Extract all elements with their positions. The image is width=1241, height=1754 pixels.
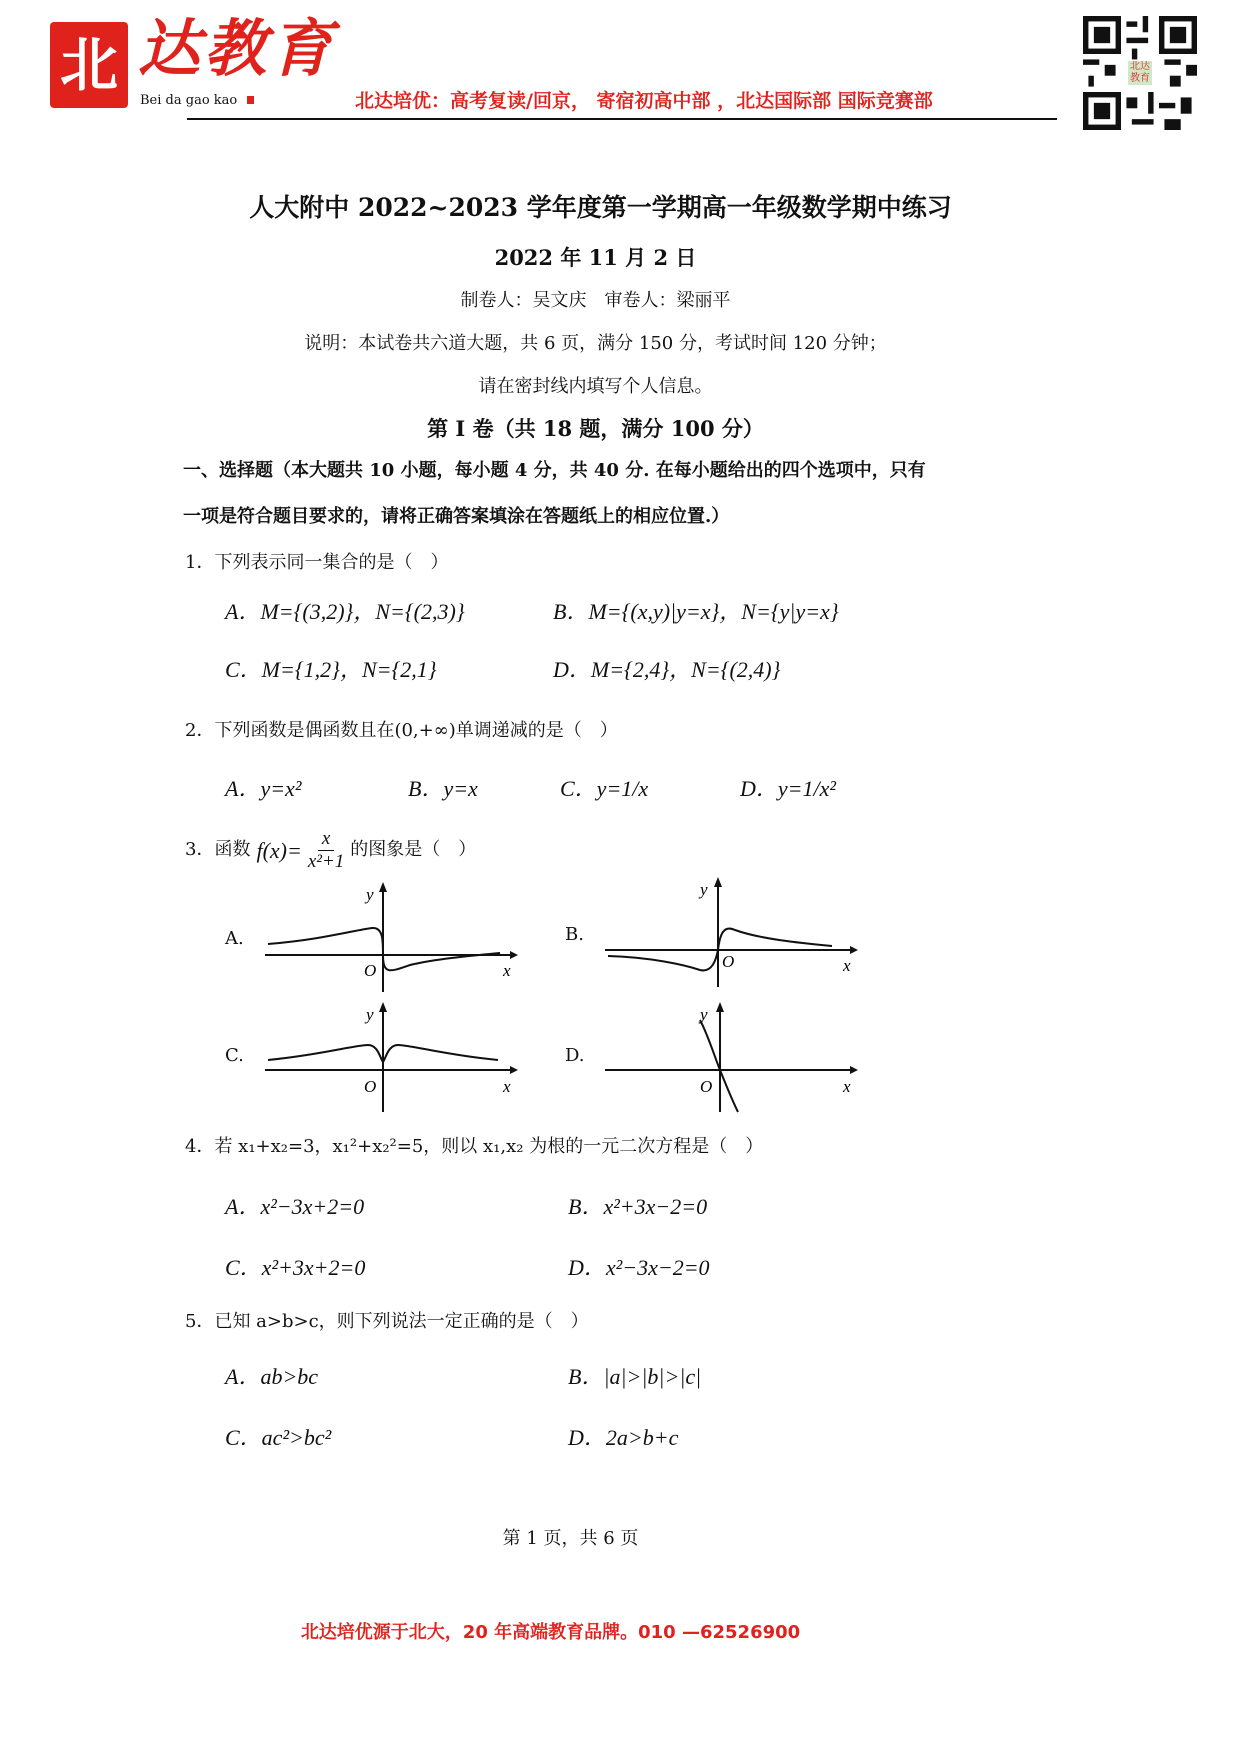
- question-2-stem: 2．下列函数是偶函数且在(0,+∞)单调递减的是（ ）: [185, 720, 618, 741]
- page-number: 第 1 页，共 6 页: [502, 1528, 639, 1549]
- q5-option-c: C．ac²>bc²: [225, 1425, 332, 1450]
- question-3-stem: 3．函数 f(x)= $\frac{x}{\text{x²+1}}$ 的图象是（ ）: [185, 828, 477, 872]
- axis-x-label: x: [843, 1077, 851, 1096]
- q4-option-a: A．x²−3x+2=0: [225, 1194, 365, 1219]
- question-1-stem: 1．下列表示同一集合的是（ ）: [185, 552, 449, 573]
- origin-label: O: [700, 1077, 713, 1096]
- axis-y-label: y: [700, 880, 708, 899]
- q4-option-c: C．x²+3x+2=0: [225, 1255, 366, 1280]
- q2-option-c: C．y=1/x: [560, 776, 649, 801]
- graph-d: [600, 1000, 860, 1115]
- logo-pinyin: Bei da gao kao: [140, 93, 238, 108]
- q4-option-d: D．x²−3x−2=0: [568, 1255, 710, 1280]
- q3-option-c-label: C.: [225, 1045, 244, 1066]
- origin-label: O: [364, 1077, 377, 1096]
- axis-x-label: x: [843, 956, 851, 975]
- exam-note-1: 说明：本试卷共六道大题，共 6 页，满分 150 分，考试时间 120 分钟；: [304, 333, 887, 354]
- exam-authors: 制卷人：吴文庆 审卷人：梁丽平: [460, 290, 731, 311]
- exam-title: 人大附中 2022~2023 学年度第一学期高一年级数学期中练习: [249, 193, 952, 222]
- fraction: $\frac{x}{\text{x²+1}}$: [307, 828, 345, 872]
- qr-center-label: 北达教育: [1130, 61, 1150, 84]
- section-heading-line2: 一项是符合题目要求的，请将正确答案填涂在答题纸上的相应位置.）: [183, 506, 730, 527]
- graph-b: [600, 875, 860, 990]
- q3-option-b-label: B.: [565, 924, 584, 945]
- part-heading: 第 I 卷（共 18 题，满分 100 分）: [427, 416, 764, 441]
- q1-option-b: B．M={(x,y)|y=x}，N={y|y=x}: [553, 599, 839, 624]
- q3-option-a-label: A.: [225, 928, 244, 949]
- axis-x-label: x: [503, 961, 511, 980]
- q3-option-d-label: D.: [565, 1045, 585, 1066]
- q1-option-d: D．M={2,4}，N={(2,4)}: [553, 657, 781, 682]
- q2-option-b: B．y=x: [408, 776, 478, 801]
- q2-option-a: A．y=x²: [225, 776, 302, 801]
- question-4-stem: 4．若 x₁+x₂=3，x₁²+x₂²=5，则以 x₁,x₂ 为根的一元二次方程是（ ）: [185, 1136, 764, 1157]
- q5-option-b: B．|a|>|b|>|c|: [568, 1364, 702, 1389]
- header-rule: [187, 118, 1057, 120]
- q1-option-a: A．M={(3,2)}，N={(2,3)}: [225, 599, 465, 624]
- graph-c: [260, 1000, 520, 1115]
- header-slogan: 北达培优：高考复读/回京， 寄宿初高中部 ，北达国际部 国际竞赛部: [355, 90, 933, 112]
- q5-option-d: D．2a>b+c: [568, 1425, 679, 1450]
- exam-date: 2022 年 11 月 2 日: [494, 245, 697, 270]
- origin-label: O: [722, 952, 735, 971]
- axis-y-label: y: [700, 1005, 708, 1024]
- footer-ad: 北达培优源于北大，20 年高端教育品牌。010 —62526900: [300, 1622, 801, 1643]
- exam-note-2: 请在密封线内填写个人信息。: [478, 376, 713, 397]
- section-heading-line1: 一、选择题（本大题共 10 小题，每小题 4 分，共 40 分. 在每小题给出的四个选项中，只有: [183, 460, 926, 481]
- question-5-stem: 5．已知 a>b>c，则下列说法一定正确的是（ ）: [185, 1311, 589, 1332]
- q4-option-b: B．x²+3x−2=0: [568, 1194, 708, 1219]
- graph-a: [260, 880, 520, 995]
- origin-label: O: [364, 961, 377, 980]
- q1-option-c: C．M={1,2}，N={2,1}: [225, 657, 437, 682]
- axis-x-label: x: [503, 1077, 511, 1096]
- q2-option-d: D．y=1/x²: [740, 776, 836, 801]
- logo-mark: 北: [50, 22, 128, 108]
- axis-y-label: y: [366, 1005, 374, 1024]
- axis-y-label: y: [366, 885, 374, 904]
- logo-dot: [247, 96, 254, 104]
- q5-option-a: A．ab>bc: [225, 1364, 319, 1389]
- logo-text: 达教育: [138, 12, 337, 85]
